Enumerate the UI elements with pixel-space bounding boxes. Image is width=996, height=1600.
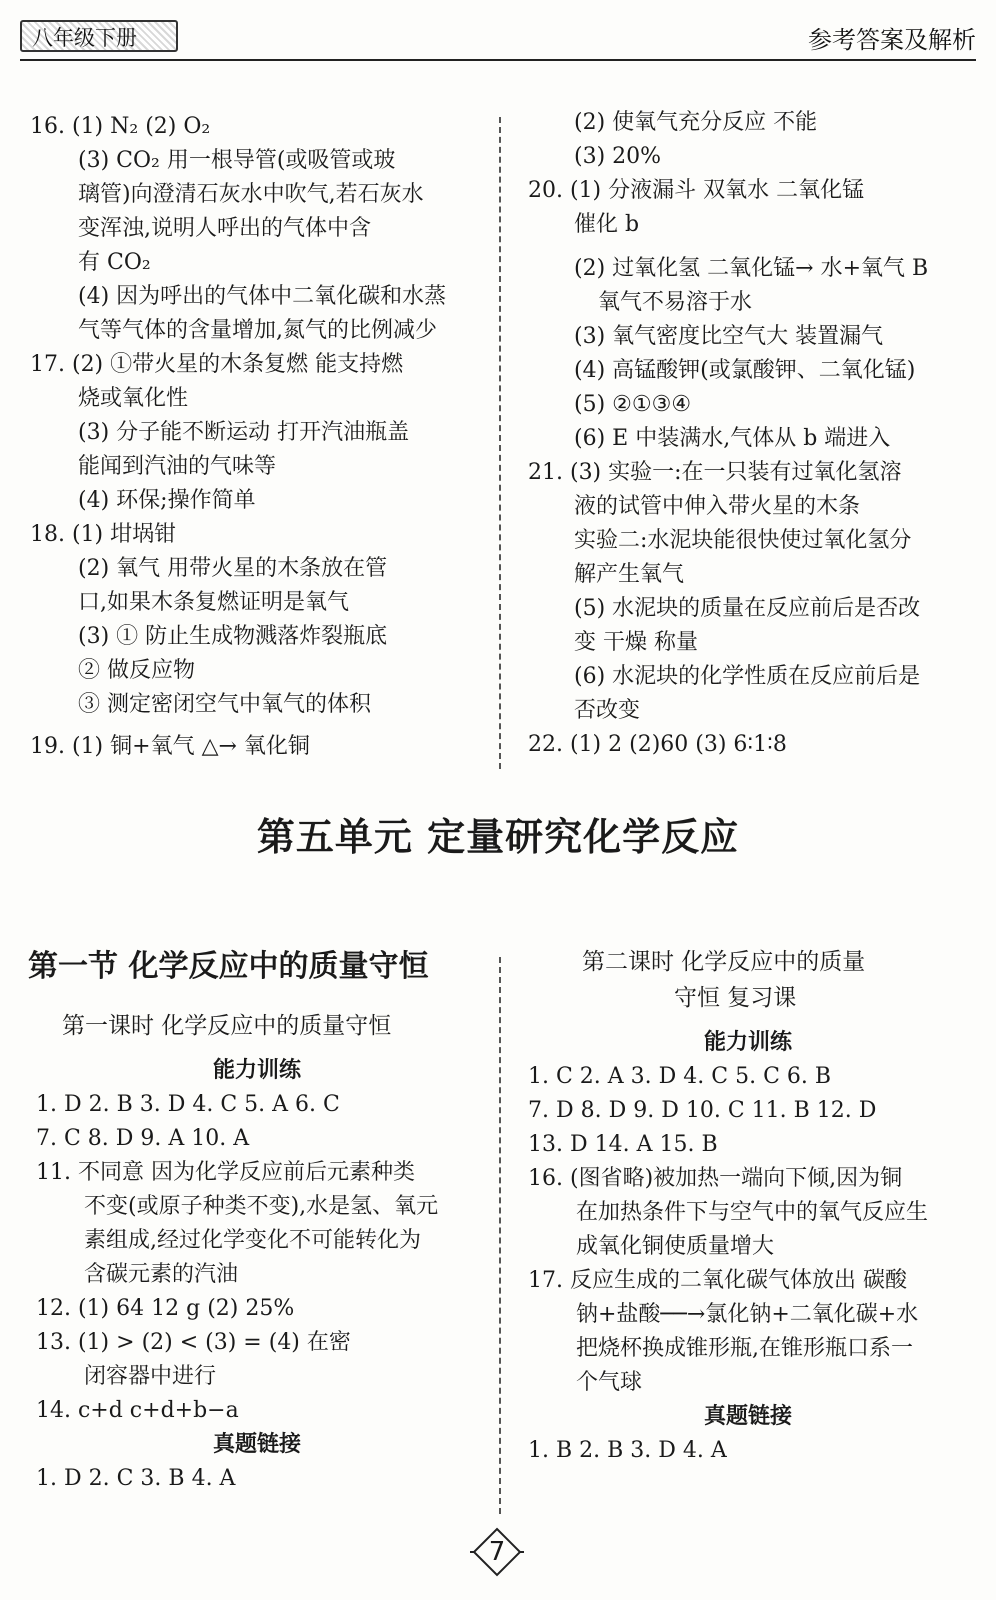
answer-line: 含碳元素的汽油: [84, 1262, 239, 1287]
answer-line: 7. D 8. D 9. D 10. C 11. B 12. D: [528, 1098, 877, 1123]
answer-line: 21. (3) 实验一:在一只装有过氧化氢溶: [528, 460, 902, 485]
answer-line: 13. (1) > (2) < (3) = (4) 在密: [36, 1330, 351, 1355]
answer-line: ③ 测定密闭空气中氧气的体积: [78, 692, 371, 717]
answer-line: (6) 水泥块的化学性质在反应前后是: [574, 664, 921, 689]
subsection-heading: 真题链接: [212, 1432, 301, 1457]
lesson-title: 第二课时 化学反应中的质量: [582, 949, 866, 975]
answer-line: 1. C 2. A 3. D 4. C 5. C 6. B: [528, 1064, 832, 1089]
answer-line: 22. (1) 2 (2)60 (3) 6∶1∶8: [528, 732, 787, 757]
answer-line: (3) 氧气密度比空气大 装置漏气: [574, 324, 884, 349]
answer-line: 氧气不易溶于水: [598, 290, 753, 315]
answers-top-left: [30, 110, 485, 764]
answers-top-right: [528, 106, 968, 762]
answer-line: 璃管)向澄清石灰水中吹气,若石灰水: [78, 182, 424, 207]
answer-line: 钠+盐酸──→氯化钠+二氧化碳+水: [576, 1302, 919, 1327]
answer-line: (5) ②①③④: [574, 392, 692, 417]
answer-line: (3) 20%: [574, 144, 662, 169]
subsection-heading: 能力训练: [212, 1058, 301, 1083]
answer-line: (2) 过氧化氢 二氧化锰→ 水+氧气 B: [574, 256, 929, 281]
answers-bottom-right: [528, 944, 968, 1468]
answer-line: 闭容器中进行: [84, 1364, 217, 1389]
lesson-title-continued: 守恒 复习课: [674, 985, 797, 1011]
answer-line: 成氧化铜使质量增大: [576, 1234, 775, 1259]
answer-line: 16. (1) N₂ (2) O₂: [30, 114, 211, 139]
answer-line: 12. (1) 64 12 g (2) 25%: [36, 1296, 295, 1321]
answer-line: 不变(或原子种类不变),水是氢、氧元: [84, 1194, 439, 1219]
page-number: [470, 1525, 524, 1579]
answer-line: 17. (2) ①带火星的木条复燃 能支持燃: [30, 352, 404, 377]
grade-label: 八年级下册: [20, 20, 178, 52]
answer-line: 1. D 2. B 3. D 4. C 5. A 6. C: [36, 1092, 340, 1117]
subsection-heading: 能力训练: [703, 1030, 792, 1055]
column-divider-bottom: [499, 957, 501, 1514]
answer-line: 变 干燥 称量: [574, 630, 698, 655]
page-number-text: 7: [488, 1537, 506, 1567]
column-divider-top: [499, 117, 501, 769]
answer-line: 气等气体的含量增加,氮气的比例减少: [78, 318, 437, 343]
answer-line: 17. 反应生成的二氧化碳气体放出 碳酸: [528, 1268, 907, 1293]
answer-line: 把烧杯换成锥形瓶,在锥形瓶口系一: [576, 1336, 913, 1361]
answer-line: 7. C 8. D 9. A 10. A: [36, 1126, 250, 1151]
answer-line: 否改变: [574, 698, 641, 723]
answer-line: 催化 b: [574, 212, 640, 237]
answer-line: (2) 使氧气充分反应 不能: [574, 110, 818, 135]
answer-line: 14. c+d c+d+b−a: [36, 1398, 239, 1423]
answer-line: (6) E 中装满水,气体从 b 端进入: [574, 426, 891, 451]
answer-line: 解产生氧气: [574, 562, 685, 587]
answer-line: 在加热条件下与空气中的氧气反应生: [576, 1200, 929, 1225]
header-divider: [20, 59, 976, 61]
header-title: 参考答案及解析: [808, 26, 976, 54]
answer-line: 13. D 14. A 15. B: [528, 1132, 718, 1157]
answer-line: 素组成,经过化学变化不可能转化为: [84, 1228, 421, 1253]
answer-line: 液的试管中伸入带火星的木条: [574, 494, 861, 519]
unit-title: 第五单元 定量研究化学反应: [256, 815, 740, 859]
lesson-title: 第一课时 化学反应中的质量守恒: [62, 1013, 392, 1039]
answer-line: 19. (1) 铜+氧气 △→ 氧化铜: [30, 734, 310, 759]
answer-line: (2) 氧气 用带火星的木条放在管: [78, 556, 388, 581]
answer-line: 18. (1) 坩埚钳: [30, 522, 177, 547]
answer-line: 20. (1) 分液漏斗 双氧水 二氧化锰: [528, 178, 865, 203]
answer-line: 能闻到汽油的气味等: [78, 454, 277, 479]
answers-bottom-left: [28, 944, 486, 1496]
answer-line: 实验二:水泥块能很快使过氧化氢分: [574, 528, 912, 553]
answer-line: (3) CO₂ 用一根导管(或吸管或玻: [78, 148, 396, 173]
answer-line: 11. 不同意 因为化学反应前后元素种类: [36, 1160, 415, 1185]
answer-line: 烧或氧化性: [78, 386, 189, 411]
subsection-heading: 真题链接: [703, 1404, 792, 1429]
answer-line: 口,如果木条复燃证明是氧气: [78, 590, 349, 615]
answer-line: ② 做反应物: [78, 658, 195, 683]
answer-line: 1. B 2. B 3. D 4. A: [528, 1438, 727, 1463]
section-title: 第一节 化学反应中的质量守恒: [28, 949, 429, 984]
answer-line: 16. (图省略)被加热一端向下倾,因为铜: [528, 1166, 903, 1191]
answer-line: (3) 分子能不断运动 打开汽油瓶盖: [78, 420, 410, 445]
answer-line: 个气球: [576, 1370, 643, 1395]
answer-line: (4) 高锰酸钾(或氯酸钾、二氧化锰): [574, 358, 916, 383]
answer-line: (4) 因为呼出的气体中二氧化碳和水蒸: [78, 284, 447, 309]
answer-line: 1. D 2. C 3. B 4. A: [36, 1466, 236, 1491]
answer-line: 变浑浊,说明人呼出的气体中含: [78, 216, 371, 241]
answer-line: 有 CO₂: [78, 250, 151, 275]
answer-line: (3) ① 防止生成物溅落炸裂瓶底: [78, 624, 388, 649]
answer-line: (4) 环保;操作简单: [78, 488, 256, 513]
answer-line: (5) 水泥块的质量在反应前后是否改: [574, 596, 921, 621]
